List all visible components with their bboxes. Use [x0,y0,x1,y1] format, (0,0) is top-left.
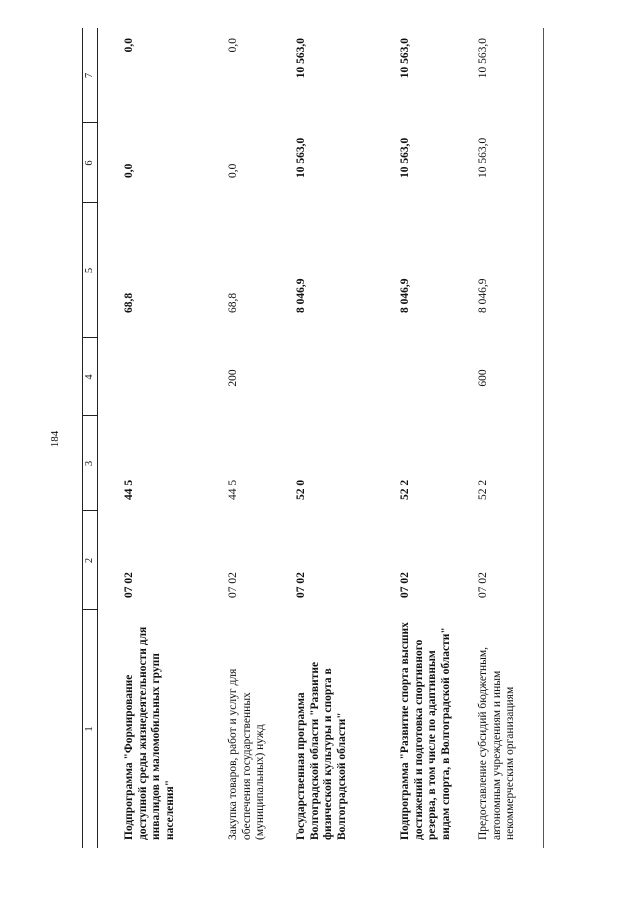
row-col-2: 07 02 [295,572,307,598]
row-col-6: 10 563,0 [295,137,307,178]
header-col-3: 3 [84,460,95,467]
rotated-page-content [82,28,544,848]
row-col-2: 07 02 [477,572,489,598]
row-name: Закупка товаров, работ и услуг для обеспечения государственных (муниципальных) нужд [227,668,266,840]
row-col-3: 52 2 [477,479,489,500]
row-col-4: 200 [227,369,239,387]
row-col-2: 07 02 [123,572,135,598]
page-number: 184 [49,430,61,448]
row-col-6: 10 563,0 [399,137,411,178]
row-col-5: 8 046,9 [477,278,489,313]
row-col-2: 07 02 [227,572,239,598]
row-col-6: 0,0 [123,163,135,178]
row-col-5: 8 046,9 [399,278,411,313]
row-name: Подпрограмма "Формирование доступной среды жизнедеятельности для инвалидов и маломобильных групп населения" [123,626,176,840]
row-col-7: 10 563,0 [477,38,489,79]
header-col-2: 2 [84,557,95,564]
header-col-6: 6 [84,160,95,166]
row-col-7: 0,0 [123,38,135,53]
row-name: Государственная программа Волгоградской области "Развитие физической культуры и спорта в Волгоградской области" [295,661,348,840]
row-col-5: 68,8 [227,292,239,313]
row-col-5: 8 046,9 [295,278,307,313]
row-col-6: 10 563,0 [477,137,489,178]
header-col-7: 7 [84,72,95,79]
row-col-6: 0,0 [227,163,239,178]
header-col-1: 1 [84,726,95,732]
row-col-3: 52 0 [295,479,307,500]
row-col-7: 10 563,0 [295,38,307,79]
row-col-3: 44 5 [227,479,239,500]
row-col-7: 10 563,0 [399,38,411,79]
header-col-4: 4 [84,374,95,380]
row-col-3: 52 2 [399,479,411,500]
row-col-3: 44 5 [123,479,135,500]
table-header-row [83,28,98,848]
budget-table [82,28,544,848]
row-col-7: 0,0 [227,38,239,53]
row-name: Подпрограмма "Развитие спорта высших достижений и подготовка спортивного резерва, в том числе по адаптивным видам спорта, в Волгоградской области" [399,622,452,840]
row-col-5: 68,8 [123,292,135,313]
row-col-4: 600 [477,369,489,387]
row-col-2: 07 02 [399,572,411,598]
row-name: Предоставление субсидий бюджетным, автономным учреждениям и иным некоммерческим организациям [477,646,516,840]
header-col-5: 5 [84,267,95,274]
